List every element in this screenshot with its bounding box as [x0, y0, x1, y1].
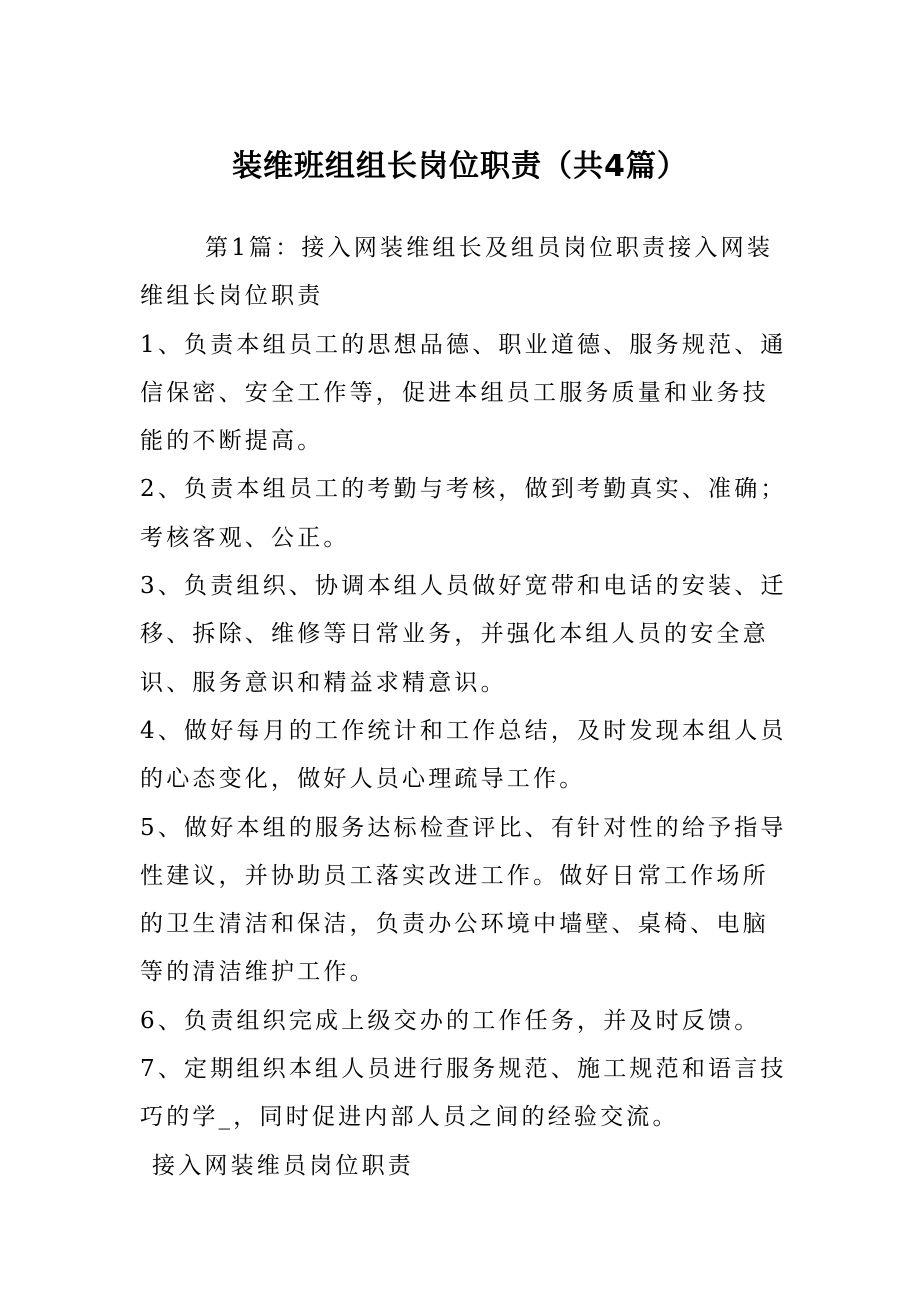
duty-item-4: 4、做好每月的工作统计和工作总结，及时发现本组人员的心态变化，做好人员心理疏导工作。: [140, 717, 787, 793]
duty-item-1: 1、负责本组员工的思想品德、职业道德、服务规范、通信保密、安全工作等，促进本组员工服务质量和业务技能的不断提高。: [140, 331, 787, 455]
duty-item-6: 6、负责组织完成上级交办的工作任务，并及时反馈。: [140, 1007, 761, 1034]
section-subheading: 接入网装维员岗位职责: [152, 1152, 414, 1179]
duty-item-2: 2、负责本组员工的考勤与考核，做到考勤真实、准确；考核客观、公正。: [140, 476, 787, 551]
intro-paragraph: 第1篇：接入网装维组长及组员岗位职责接入网装维组长岗位职责: [140, 235, 774, 310]
document-title: 装维班组组长岗位职责（共4篇）: [232, 149, 688, 184]
duty-item-3: 3、负责组织、协调本组人员做好宽带和电话的安装、迁移、拆除、维修等日常业务，并强化本组人员的安全意识、服务意识和精益求精意识。: [140, 573, 787, 696]
duty-item-7: 7、定期组织本组人员进行服务规范、施工规范和语言技巧的学_，同时促进内部人员之间的经验交流。: [140, 1056, 787, 1131]
document-body: [140, 224, 790, 1190]
duty-item-5: 5、做好本组的服务达标检查评比、有针对性的给予指导性建议，并协助员工落实改进工作。做好日常工作场所的卫生清洁和保洁，负责办公环境中墙壁、桌椅、电脑等的清洁维护工作。: [140, 814, 787, 986]
